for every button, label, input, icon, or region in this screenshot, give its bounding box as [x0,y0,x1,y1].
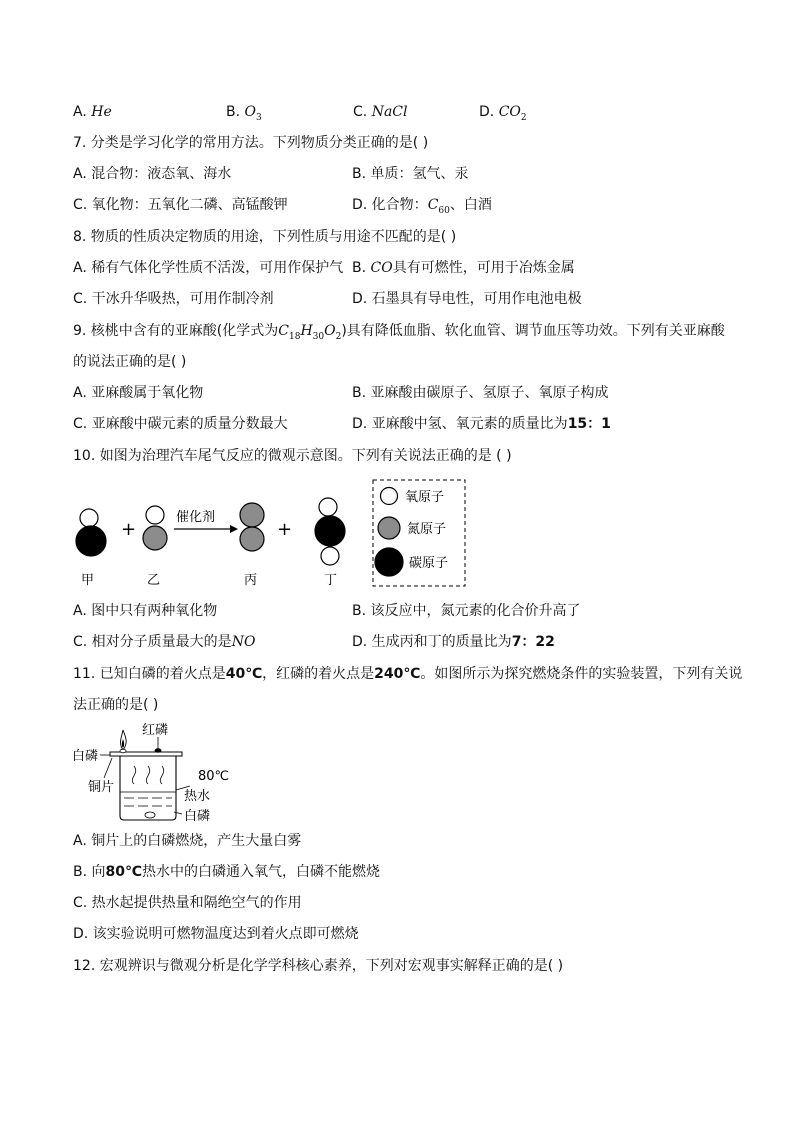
q7-stem: 7. 分类是学习化学的常用方法。下列物质分类正确的是( ) [73,135,429,151]
water-hatching [124,798,172,806]
legend-nitrogen-icon [378,517,400,539]
steam-icon [132,766,163,784]
q10-reaction-diagram [60,475,480,590]
q7-option-a: A. 混合物：液态氧、海水 [73,166,232,182]
q10-option-b: B. 该反应中，氮元素的化合价升高了 [352,603,581,619]
q8-option-b: B. CO具有可燃性，可用于冶炼金属 [352,260,575,276]
legend-oxygen-label: 氧原子 [405,490,445,505]
molecule-ding [315,498,345,565]
red-phosphorus [155,748,162,752]
q9-stem-line1: 9. 核桃中含有的亚麻酸(化学式为$C_{18}H_{30}O_2$)具有降低血脂、软化血管、调节血压等功效。下列有关亚麻酸 [73,323,725,342]
q9-option-b: B. 亚麻酸由碳原子、氢原子、氧原子构成 [352,385,609,401]
q11-stem-line2: 法正确的是( ) [73,697,159,713]
q7-option-b: B. 单质：氢气、汞 [352,166,469,182]
plus-sign: + [121,519,137,540]
q7-option-d: D. 化合物：$C_{60}$、白酒 [352,197,492,216]
beaker [120,756,176,820]
q9-option-a: A. 亚麻酸属于氧化物 [73,385,204,401]
white-phosphorus-top [120,749,126,753]
label-red-phosphorus: 红磷 [142,723,169,738]
legend-carbon-label: 碳原子 [409,556,449,571]
q12-stem: 12. 宏观辨识与微观分析是化学学科核心素养，下列对宏观事实解释正确的是( ) [73,958,564,974]
q9-stem-line2: 的说法正确的是( ) [73,354,187,370]
q10-option-a: A. 图中只有两种氧化物 [73,603,218,619]
catalyst-label: 催化剂 [176,510,216,525]
carbon-atom [315,516,345,546]
molecule-yi [143,506,167,550]
q8-option-a: A. 稀有气体化学性质不活泼，可用作保护气 [73,260,344,276]
q7-option-c: C. 氧化物：五氧化二磷、高锰酸钾 [73,197,288,213]
q8-stem: 8. 物质的性质决定物质的用途，下列性质与用途不匹配的是( ) [73,229,457,245]
legend-carbon-icon [375,548,403,576]
label-ding: 丁 [324,573,338,588]
q6-option-a: A. He [73,104,112,120]
q10-option-d: D. 生成丙和丁的质量比为7：22 [352,634,555,650]
atom-legend [373,480,465,586]
label-bing: 丙 [244,573,258,588]
label-hot-water: 热水 [184,789,211,804]
arrow-head-icon [230,525,238,533]
legend-nitrogen-label: 氮原子 [407,522,447,537]
legend-oxygen-icon [381,488,398,505]
nitrogen-atom [143,526,167,550]
q6-option-b: B. $O_3$ [226,104,262,123]
q11-option-c: C. 热水起提供热量和隔绝空气的作用 [73,895,302,911]
q8-option-d: D. 石墨具有导电性，可用作电池电极 [352,291,582,307]
q9-option-c: C. 亚麻酸中碳元素的质量分数最大 [73,416,288,432]
oxygen-atom [321,547,339,565]
q10-stem: 10. 如图为治理汽车尾气反应的微观示意图。下列有关说法正确的是 ( ) [73,448,512,464]
molecule-jia [76,509,106,556]
oxygen-atom [146,506,164,524]
label-white-phosphorus-bottom: 白磷 [184,809,211,824]
label-copper-plate: 铜片 [88,780,115,795]
nitrogen-atom [240,527,264,551]
q11-stem-line1: 11. 已知白磷的着火点是40℃，红磷的着火点是240℃。如图所示为探究燃烧条件的实验装置，下列有关说 [73,666,743,682]
q11-option-b: B. 向80℃热水中的白磷通入氧气，白磷不能燃烧 [73,864,380,880]
q6-option-d: D. $CO_2$ [479,104,527,123]
plus-sign: + [277,519,293,540]
oxygen-atom [80,509,98,527]
label-jia: 甲 [81,573,95,588]
q8-option-c: C. 干冰升华吸热，可用作制冷剂 [73,291,274,307]
pointer-line [104,758,112,778]
label-yi: 乙 [147,573,161,588]
white-phosphorus-bottom [145,812,155,818]
carbon-atom [76,526,106,556]
oxygen-atom [319,498,337,516]
q11-combustion-apparatus [68,718,248,828]
molecule-bing [240,503,264,551]
q11-option-d: D. 该实验说明可燃物温度达到着火点即可燃烧 [73,926,359,942]
nitrogen-atom [240,503,264,527]
q11-option-a: A. 铜片上的白磷燃烧，产生大量白雾 [73,833,302,849]
q9-option-d: D. 亚麻酸中氢、氧元素的质量比为15：1 [352,416,611,432]
label-temperature: 80℃ [198,769,230,784]
label-white-phosphorus-top: 白磷 [72,749,99,764]
pointer-line [174,812,182,814]
q10-option-c: C. 相对分子质量最大的是NO [73,634,256,650]
q6-option-c: C. NaCl [353,104,408,120]
